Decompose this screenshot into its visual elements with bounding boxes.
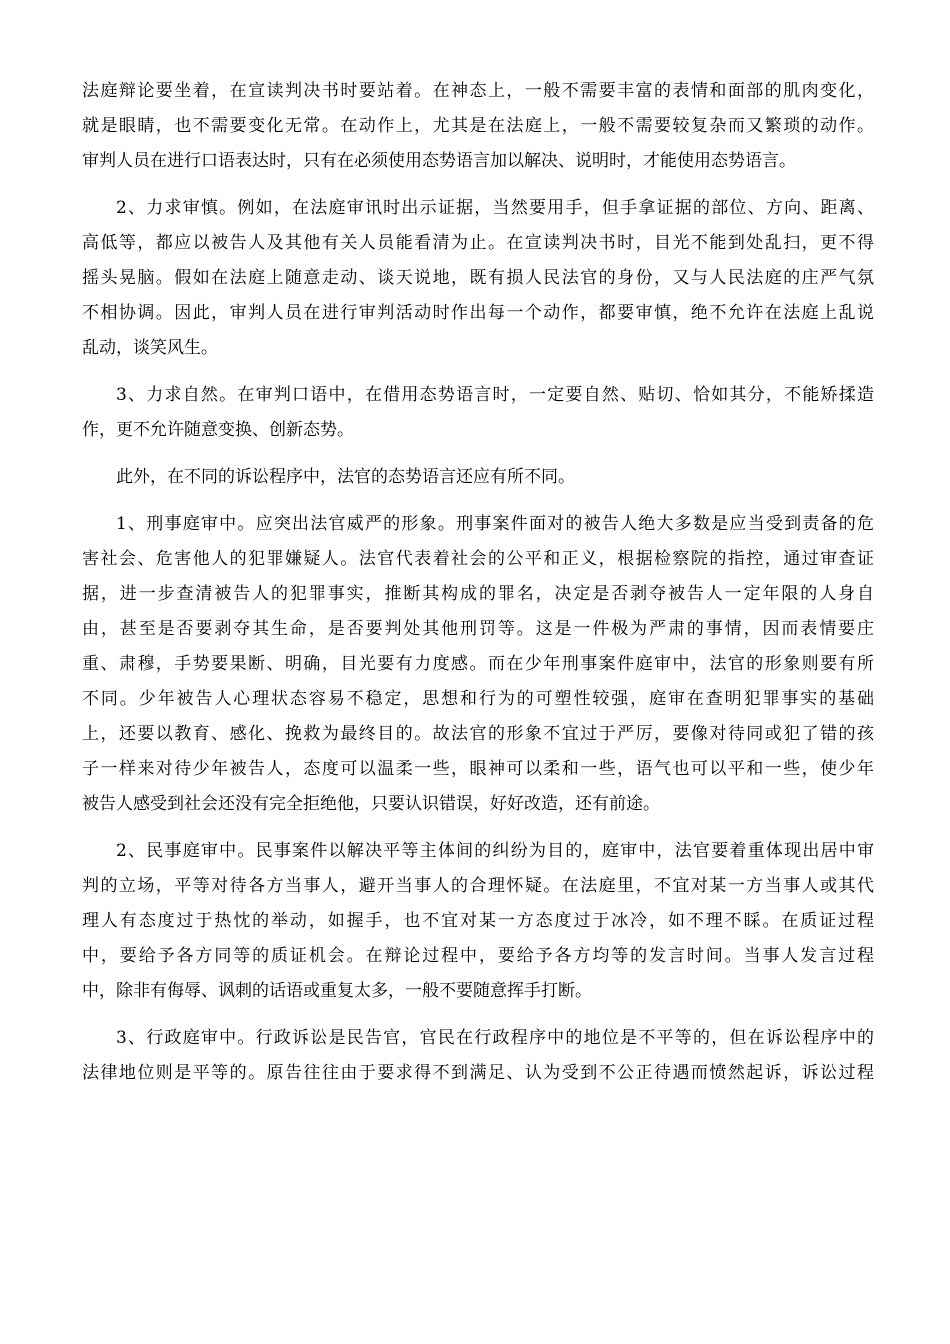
text-line: 法律地位则是平等的。原告往往由于要求得不到满足、认为受到不公正待遇而愤然起诉，诉讼过程 <box>82 1063 874 1083</box>
text-line: 2、力求审慎。例如，在法庭审讯时出示证据，当然要用手，但手拿证据的部位、方向、距离、 <box>116 198 874 218</box>
paragraph-1 <box>82 74 874 179</box>
text-line: 法庭辩论要坐着，在宣读判决书时要站着。在神态上，一般不需要丰富的表情和面部的肌肉变化， <box>82 81 874 101</box>
text-line: 此外，在不同的诉讼程序中，法官的态势语言还应有所不同。 <box>116 467 575 487</box>
text-line: 上，还要以教育、感化、挽救为最终目的。故法官的形象不宜过于严厉，要像对待同或犯了错的孩 <box>82 724 874 744</box>
text-line: 审判人员在进行口语表达时，只有在必须使用态势语言加以解决、说明时，才能使用态势语言。 <box>82 151 796 171</box>
paragraph-6 <box>82 834 874 1009</box>
text-line: 不同。少年被告人心理状态容易不稳定，思想和行为的可塑性较强，庭审在查明犯罪事实的基础 <box>82 689 874 709</box>
paragraph-5 <box>82 507 874 822</box>
text-line: 高低等，都应以被告人及其他有关人员能看清为止。在宣读判决书时，目光不能到处乱扫，更不得 <box>82 233 874 253</box>
text-line: 乱动，谈笑风生。 <box>82 338 218 358</box>
text-line: 子一样来对待少年被告人，态度可以温柔一些，眼神可以柔和一些，语气也可以平和一些，使少年 <box>82 759 874 779</box>
text-line: 据，进一步查清被告人的犯罪事实，推断其构成的罪名，决定是否剥夺被告人一定年限的人身自 <box>82 584 874 604</box>
text-line: 害社会、危害他人的犯罪嫌疑人。法官代表着社会的公平和正义，根据检察院的指控，通过审查证 <box>82 549 874 569</box>
text-line: 就是眼睛，也不需要变化无常。在动作上，尤其是在法庭上，一般不需要较复杂而又繁琐的动作。 <box>82 116 874 136</box>
text-line: 判的立场，平等对待各方当事人，避开当事人的合理怀疑。在法庭里，不宜对某一方当事人或其代 <box>82 876 874 896</box>
paragraph-3 <box>82 378 874 448</box>
text-line: 重、肃穆，手势要果断、明确，目光要有力度感。而在少年刑事案件庭审中，法官的形象则要有所 <box>82 654 874 674</box>
paragraph-4 <box>82 460 874 495</box>
paragraph-7 <box>82 1021 874 1091</box>
text-line: 中，要给予各方同等的质证机会。在辩论过程中，要给予各方均等的发言时间。当事人发言过程 <box>82 946 874 966</box>
text-line: 作，更不允许随意变换、创新态势。 <box>82 420 354 440</box>
text-line: 3、力求自然。在审判口语中，在借用态势语言时，一定要自然、贴切、恰如其分，不能矫揉造 <box>116 385 874 405</box>
text-line: 理人有态度过于热忱的举动，如握手，也不宜对某一方态度过于冰冷，如不理不睬。在质证过程 <box>82 911 874 931</box>
paragraph-2 <box>82 191 874 366</box>
text-line: 3、行政庭审中。行政诉讼是民告官，官民在行政程序中的地位是不平等的，但在诉讼程序中的 <box>116 1028 874 1048</box>
document-page <box>82 74 874 1103</box>
text-line: 中，除非有侮辱、讽刺的话语或重复太多，一般不要随意挥手打断。 <box>82 981 592 1001</box>
text-line: 由，甚至是否要剥夺其生命，是否要判处其他刑罚等。这是一件极为严肃的事情，因而表情要庄 <box>82 619 874 639</box>
text-line: 2、民事庭审中。民事案件以解决平等主体间的纠纷为目的，庭审中，法官要着重体现出居中审 <box>116 841 874 861</box>
text-line: 1、刑事庭审中。应突出法官威严的形象。刑事案件面对的被告人绝大多数是应当受到责备的危 <box>116 514 874 534</box>
text-line: 被告人感受到社会还没有完全拒绝他，只要认识错误，好好改造，还有前途。 <box>82 794 660 814</box>
text-line: 摇头晃脑。假如在法庭上随意走动、谈天说地，既有损人民法官的身份，又与人民法庭的庄严气氛 <box>82 268 874 288</box>
text-line: 不相协调。因此，审判人员在进行审判活动时作出每一个动作，都要审慎，绝不允许在法庭上乱说 <box>82 303 874 323</box>
